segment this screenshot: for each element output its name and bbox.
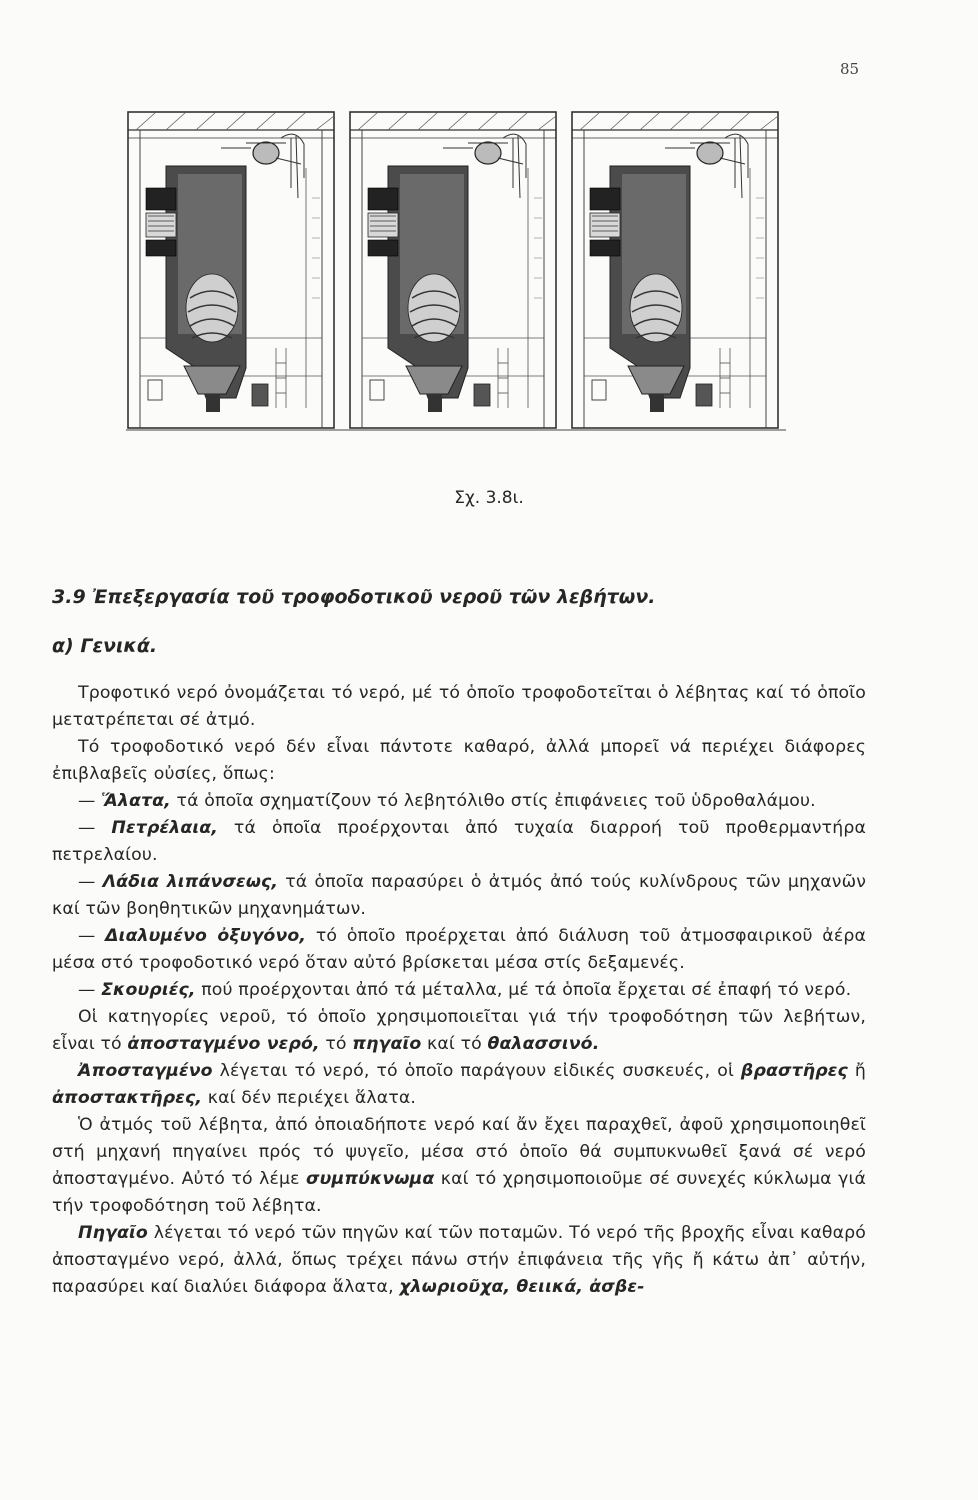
list-item-term: Διαλυμένο ὀξυγόνο,: [105, 926, 307, 946]
list-item-text: τά ὁποῖα προέρχονται ἀπό τυχαία διαρροή τοῦ προθερμαντήρα πετρελαίου.: [52, 818, 866, 865]
boiler-drawing-2: [350, 112, 556, 428]
paragraph: [52, 1112, 866, 1220]
emphasis: Πηγαῖο: [78, 1223, 148, 1243]
emphasis: ἀποσταγμένο νερό,: [127, 1034, 320, 1054]
list-item-term: Σκουριές,: [101, 980, 196, 1000]
body-text: [52, 680, 866, 1301]
text-run: Οἱ κατηγορίες νεροῦ, τό ὁποῖο χρησιμοποιεῖται γιά τήν τροφοδότηση τῶν λεβήτων, εἶναι τό: [52, 1007, 866, 1054]
paragraph: [52, 1004, 866, 1058]
boiler-figure: [126, 108, 786, 440]
list-item-term: Πετρέλαια,: [111, 818, 218, 838]
text-run: καί τό: [421, 1034, 488, 1054]
list-item-text: τά ὁποῖα παρασύρει ὁ ἀτμός ἀπό τούς κυλίνδρους τῶν μηχανῶν καί τῶν βοηθητικῶν μηχανημάτων.: [52, 872, 867, 919]
list-item: — Λάδια λιπάνσεως, τά ὁποῖα παρασύρει ὁ ἀτμός ἀπό τούς κυλίνδρους τῶν μηχανῶν καί τῶν βοηθητικῶν μηχανημάτων.: [52, 872, 867, 919]
text-run: καί δέν περιέχει ἅλατα.: [202, 1088, 417, 1108]
boiler-drawing-3: [572, 112, 778, 428]
page-number: 85: [840, 60, 860, 78]
list-item-text: τά ὁποῖα σχηματίζουν τό λεβητόλιθο στίς ἐπιφάνειες τοῦ ὑδροθαλάμου.: [170, 791, 816, 811]
emphasis: θαλασσινό.: [487, 1034, 600, 1054]
list-item-term: Λάδια λιπάνσεως,: [102, 872, 279, 892]
text-run: Ὁ ἀτμός τοῦ λέβητα, ἀπό ὁποιαδήποτε νερό καί ἄν ἔχει παραχθεῖ, ἀφοῦ χρησιμοποιηθεῖ στή μηχανή πηγαίνει πρός τό ψυγεῖο, μέσα στό ὁποῖο θά συμπυκνωθεῖ ξανά σέ νερό ἀποσταγμένο. Αὐτό τό λέμε: [52, 1115, 866, 1189]
paragraph: Τροφοτικό νερό ὀνομάζεται τό νερό, μέ τό ὁποῖο τροφοδοτεῖται ὁ λέβητας καί τό ὁποῖο μετατρέπεται σέ ἀτμό.: [52, 683, 866, 730]
text-run: λέγεται τό νερό, τό ὁποῖο παράγουν εἰδικές συσκευές, οἱ: [212, 1061, 741, 1081]
text-run: λέγεται τό νερό τῶν πηγῶν καί τῶν ποταμῶν. Τό νερό τῆς βροχῆς εἶναι καθαρό ἀποσταγμένο νερό, ἀλλά, ὅπως τρέχει πάνω στήν ἐπιφάνεια τῆς γῆς ἤ κάτω ἀπ᾿ αὐτήν, παρασύρει καί διαλύει διάφορα ἅλατα,: [52, 1223, 866, 1297]
list-item: — Ἅλατα, τά ὁποῖα σχηματίζουν τό λεβητόλιθο στίς ἐπιφάνειες τοῦ ὑδροθαλάμου.: [78, 791, 816, 811]
list-item: — Διαλυμένο ὀξυγόνο, τό ὁποῖο προέρχεται ἀπό διάλυση τοῦ ἀτμοσφαιρικοῦ ἀέρα μέσα στό τροφοδοτικό νερό ὅταν αὐτό βρίσκεται μέσα στίς δεξαμενές.: [52, 926, 867, 973]
emphasis: ἀποστακτῆρες,: [52, 1088, 203, 1108]
emphasis: συμπύκνωμα: [306, 1169, 435, 1189]
text-run: τό: [319, 1034, 353, 1054]
list-item-term: Ἅλατα,: [101, 791, 171, 811]
section-heading: 3.9 Ἐπεξεργασία τοῦ τροφοδοτικοῦ νεροῦ τῶν λεβήτων.: [52, 586, 656, 608]
text-run: ἤ: [847, 1061, 866, 1081]
figure-caption: Σχ. 3.8ι.: [454, 488, 524, 508]
list-item: — Σκουριές, πού προέρχονται ἀπό τά μέταλλα, μέ τά ὁποῖα ἔρχεται σέ ἐπαφή τό νερό.: [78, 980, 852, 1000]
section-subheading: α) Γενικά.: [52, 635, 158, 657]
emphasis: χλωριοῦχα, θειικά, ἀσβε-: [399, 1277, 645, 1297]
paragraph: [52, 1058, 866, 1112]
boiler-drawing-1: [128, 112, 334, 428]
text-run: καί τό χρησιμοποιοῦμε σέ συνεχές κύκλωμα γιά τήν τροφοδότηση τοῦ λέβητα.: [52, 1169, 866, 1216]
list-item: — Πετρέλαια, τά ὁποῖα προέρχονται ἀπό τυχαία διαρροή τοῦ προθερμαντήρα πετρελαίου.: [52, 818, 866, 865]
emphasis: βραστῆρες: [740, 1061, 848, 1081]
emphasis: Ἀποσταγμένο: [78, 1061, 213, 1081]
paragraph: [52, 1220, 866, 1301]
paragraph: Τό τροφοδοτικό νερό δέν εἶναι πάντοτε καθαρό, ἀλλά μπορεῖ νά περιέχει διάφορες ἐπιβλαβεῖς οὐσίες, ὅπως:: [52, 737, 866, 784]
emphasis: πηγαῖο: [352, 1034, 422, 1054]
list-item-text: πού προέρχονται ἀπό τά μέταλλα, μέ τά ὁποῖα ἔρχεται σέ ἐπαφή τό νερό.: [195, 980, 852, 1000]
list-item-text: τό ὁποῖο προέρχεται ἀπό διάλυση τοῦ ἀτμοσφαιρικοῦ ἀέρα μέσα στό τροφοδοτικό νερό ὅταν αὐτό βρίσκεται μέσα στίς δεξαμενές.: [52, 926, 867, 973]
